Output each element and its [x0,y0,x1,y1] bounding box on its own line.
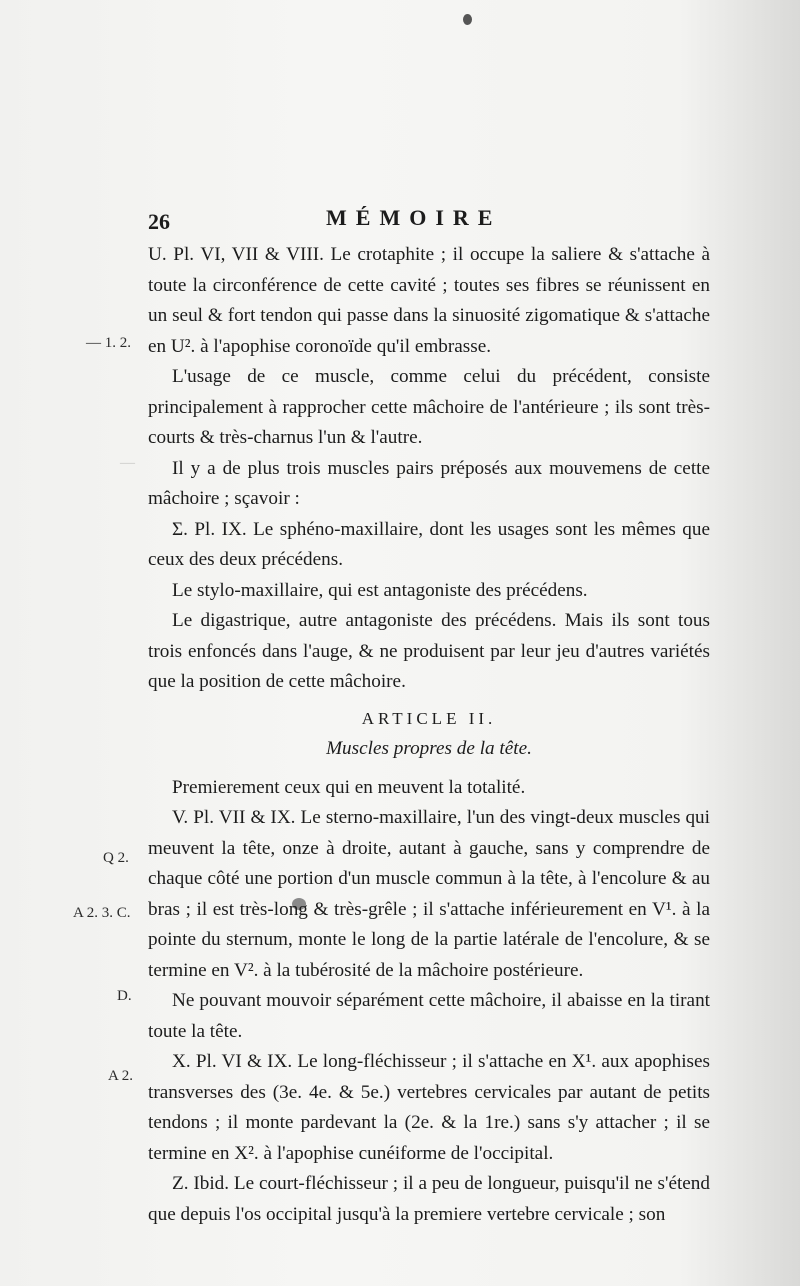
paragraph-long-flechisseur: X. Pl. VI & IX. Le long-fléchisseur ; il s'attache en X¹. aux apophises transverses des (3e. 4e. & 5e.) vertebres cervicales par autant de petits tendons ; il monte pardevant la (2e. & la 1re.) sans s'y attacher ; il se termine en X². à l'apophise cunéiforme de l'occipital. [148,1051,710,1164]
paragraph-spheno-maxillaire: Σ. Pl. IX. Le sphéno-maxillaire, dont les usages sont les mêmes que ceux des deux précédens. [148,518,710,570]
margin-note: Q 2. [103,850,129,866]
ink-spot [463,14,472,25]
paragraph-usage: L'usage de ce muscle, comme celui du précédent, consiste principalement à rapprocher cette mâchoire de l'antérieure ; ils sont très-courts & très-charnus l'un & l'autre. [148,366,710,448]
paragraph-abaisse: Ne pouvant mouvoir séparément cette mâchoire, il abaisse en la tirant toute la tête. [148,990,710,1042]
margin-note: D. [117,988,132,1004]
show-through-mark: — [120,455,135,471]
page-header [148,205,708,235]
margin-note: A 2. [108,1068,134,1084]
paragraph-totalite: Premierement ceux qui en meuvent la totalité. [172,776,526,798]
paragraph-crotaphite: U. Pl. VI, VII & VIII. Le crotaphite ; il occupe la saliere & s'attache à toute la circonférence de cette cavité ; toutes ses fibres se réunissent en un seul & fort tendon qui passe dans la sinuosité zigomatique & s'attache en U². à l'apophise coronoïde qu'il embrasse. [148,244,710,357]
page-body [148,240,710,1230]
paragraph-stylo-maxillaire: Le stylo-maxillaire, qui est antagoniste des précédens. [172,579,588,601]
paragraph-sterno-maxillaire: V. Pl. VII & IX. Le sterno-maxillaire, l'un des vingt-deux muscles qui meuvent la tête, onze à droite, autant à gauche, sans y comprendre de chaque côté une portion d'un muscle commun à la tête, à l'encolure & au bras ; il est très-long & très-grêle ; il s'attache inférieurement en V¹. à la pointe du sternum, monte le long de la partie latérale de l'encolure, & se termine en V². à la tubérosité de la mâchoire postérieure. [148,807,710,981]
paragraph-three-muscles: Il y a de plus trois muscles pairs préposés aux mouvemens de cette mâchoire ; sçavoir : [148,457,710,509]
running-title: MÉMOIRE [326,205,502,230]
paragraph-court-flechisseur: Z. Ibid. Le court-fléchisseur ; il a peu de longueur, puisqu'il ne s'étend que depuis l'os occipital jusqu'à la premiere vertebre cervicale ; son [148,1173,710,1225]
article-heading: ARTICLE II. [361,708,497,728]
margin-note: A 2. 3. C. [73,905,131,921]
paragraph-digastrique: Le digastrique, autre antagoniste des précédens. Mais ils sont tous trois enfoncés dans l'auge, & ne produisent par leur jeu d'autres variétés que la position de cette mâchoire. [148,610,710,692]
article-subtitle: Muscles propres de la tête. [326,738,532,759]
margin-note: — 1. 2. [86,335,131,351]
page-number: 26 [148,209,170,234]
